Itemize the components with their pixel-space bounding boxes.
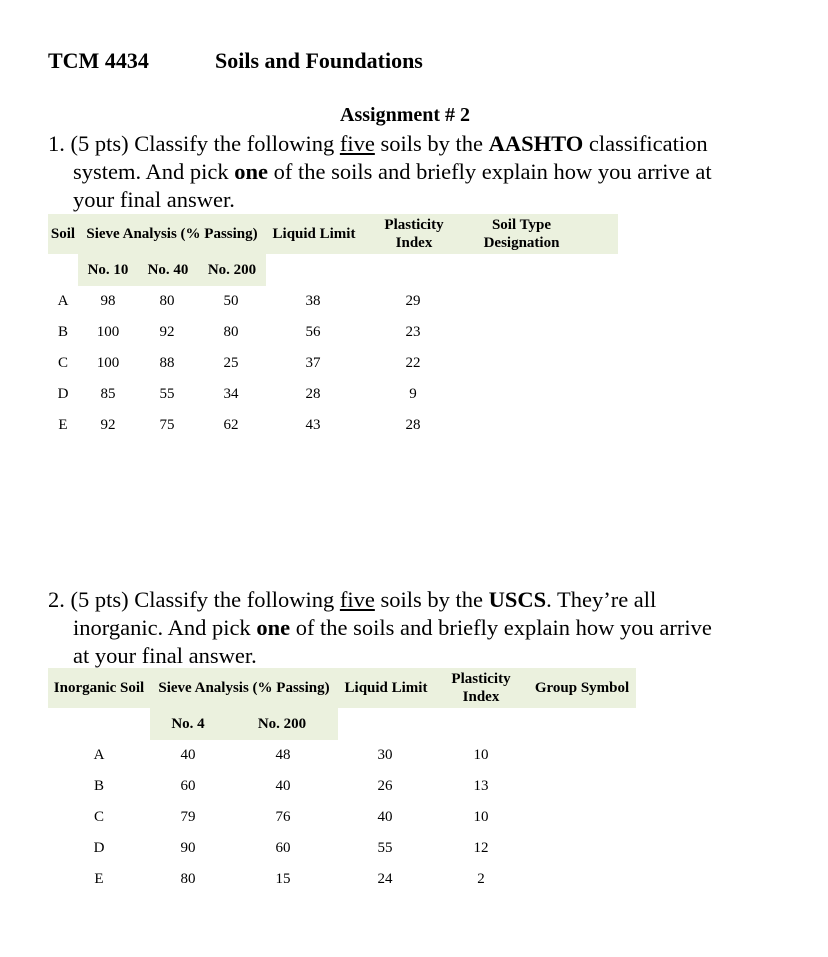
table1-header-sieve: Sieve Analysis (% Passing) bbox=[78, 214, 266, 254]
table1-header-pi-1: Plasticity bbox=[384, 217, 444, 233]
table2-cell-no200: 76 bbox=[275, 809, 291, 825]
table2-header-pi-2: Index bbox=[462, 689, 500, 705]
question-2 bbox=[48, 586, 778, 670]
table2-cell-soil: B bbox=[93, 778, 104, 794]
q2-bold-system: USCS bbox=[488, 587, 547, 612]
table1-cell-no40: 55 bbox=[159, 386, 175, 402]
q2-text-a: 2. (5 pts) Classify the following bbox=[48, 587, 340, 612]
q1-bold-one: one bbox=[234, 159, 268, 184]
table2-header-pi bbox=[434, 668, 528, 708]
table2-header-no4: No. 4 bbox=[150, 708, 226, 740]
q1-text-a: 1. (5 pts) Classify the following bbox=[48, 131, 340, 156]
table2-header-sieve: Sieve Analysis (% Passing) bbox=[150, 668, 338, 708]
table1-header-ll: Liquid Limit bbox=[266, 214, 362, 254]
table1-cell-ll: 37 bbox=[305, 355, 321, 371]
table1-header-no40: No. 40 bbox=[138, 254, 198, 286]
table1-cell-no10: 92 bbox=[100, 417, 116, 433]
table1-cell-pi: 9 bbox=[409, 386, 417, 402]
q1-line2-a: system. And pick bbox=[73, 159, 235, 184]
table1-cell-pi: 28 bbox=[405, 417, 421, 433]
table2-cell-no4: 60 bbox=[180, 778, 196, 794]
table2-cell-pi: 10 bbox=[473, 809, 489, 825]
course-code: TCM 4434 bbox=[48, 48, 149, 73]
table1-cell-soil: E bbox=[58, 417, 68, 433]
table2-header-soil: Inorganic Soil bbox=[48, 668, 150, 708]
table2-cell-no4: 40 bbox=[180, 747, 196, 763]
q1-text-c: classification bbox=[583, 131, 708, 156]
table2-header-ll: Liquid Limit bbox=[338, 668, 434, 708]
assignment-title: Assignment # 2 bbox=[340, 104, 471, 126]
table1-cell-no200: 34 bbox=[223, 386, 239, 402]
table1-cell-no10: 100 bbox=[96, 324, 120, 340]
table1-cell-no10: 100 bbox=[96, 355, 120, 371]
table2-cell-pi: 12 bbox=[473, 840, 489, 856]
table1-cell-ll: 38 bbox=[305, 293, 321, 309]
table2-cell-soil: A bbox=[93, 747, 105, 763]
table1-cell-pi: 22 bbox=[405, 355, 421, 371]
table1-cell-no40: 75 bbox=[159, 417, 175, 433]
q2-line2-b: of the soils and briefly explain how you arrive bbox=[290, 615, 712, 640]
table1-cell-pi: 29 bbox=[405, 293, 421, 309]
table1-header-no10: No. 10 bbox=[78, 254, 138, 286]
q1-line2 bbox=[48, 158, 778, 186]
q1-underline: five bbox=[339, 131, 375, 156]
table2-cell-no4: 79 bbox=[180, 809, 196, 825]
table1-header-no200: No. 200 bbox=[198, 254, 266, 286]
table2-cell-ll: 30 bbox=[377, 747, 393, 763]
table1-header-soil-type bbox=[466, 214, 577, 254]
table1-cell-soil: C bbox=[57, 355, 68, 371]
table1-cell-pi: 23 bbox=[405, 324, 421, 340]
table1-cell-no40: 92 bbox=[159, 324, 175, 340]
table1-header-pi bbox=[362, 214, 466, 254]
table1-cell-no40: 88 bbox=[159, 355, 175, 371]
table2-cell-ll: 26 bbox=[377, 778, 393, 794]
course-subject: Soils and Foundations bbox=[215, 48, 423, 73]
table1-cell-ll: 56 bbox=[305, 324, 321, 340]
table2-cell-pi: 2 bbox=[477, 871, 485, 887]
table2-cell-no200: 60 bbox=[275, 840, 291, 856]
table1-header-soil: Soil bbox=[48, 214, 78, 254]
table1-cell-soil: B bbox=[57, 324, 68, 340]
q1-bold-system: AASHTO bbox=[488, 131, 584, 156]
table1-cell-no40: 80 bbox=[159, 293, 175, 309]
q2-text-c: . They’re all bbox=[546, 587, 657, 612]
table2-cell-pi: 10 bbox=[473, 747, 489, 763]
table1-cell-soil: D bbox=[57, 386, 69, 402]
table1-cell-no200: 50 bbox=[223, 293, 239, 309]
table1-cell-no10: 98 bbox=[100, 293, 116, 309]
question-1 bbox=[48, 130, 778, 214]
q2-line2-a: inorganic. And pick bbox=[73, 615, 257, 640]
table1-cell-soil: A bbox=[57, 293, 69, 309]
table1-cell-ll: 28 bbox=[305, 386, 321, 402]
table2-header-group-symbol: Group Symbol bbox=[528, 668, 636, 708]
table2-cell-soil: C bbox=[93, 809, 104, 825]
q2-underline: five bbox=[339, 587, 375, 612]
table2-cell-pi: 13 bbox=[473, 778, 489, 794]
q2-line3: at your final answer. bbox=[73, 643, 257, 668]
q2-line2 bbox=[48, 614, 778, 642]
table2-cell-no4: 80 bbox=[180, 871, 196, 887]
table2-cell-ll: 55 bbox=[377, 840, 393, 856]
table1-cell-no10: 85 bbox=[100, 386, 116, 402]
q1-line2-b: of the soils and briefly explain how you arrive at bbox=[268, 159, 712, 184]
table2-header-pi-1: Plasticity bbox=[451, 671, 511, 687]
table2-header-no200: No. 200 bbox=[226, 708, 338, 740]
table2-cell-no4: 90 bbox=[180, 840, 196, 856]
q1-line3: your final answer. bbox=[73, 187, 235, 212]
table1-header-st-2: Designation bbox=[483, 235, 560, 251]
table2-cell-ll: 24 bbox=[377, 871, 393, 887]
table1-cell-ll: 43 bbox=[305, 417, 321, 433]
table2-cell-soil: D bbox=[93, 840, 105, 856]
table2-cell-soil: E bbox=[94, 871, 104, 887]
q1-text-b: soils by the bbox=[374, 131, 489, 156]
table2-cell-no200: 15 bbox=[275, 871, 291, 887]
table1-cell-no200: 80 bbox=[223, 324, 239, 340]
table2-cell-no200: 48 bbox=[275, 747, 291, 763]
table1-cell-no200: 25 bbox=[223, 355, 239, 371]
q2-bold-one: one bbox=[256, 615, 291, 640]
table1-header-st-1: Soil Type bbox=[491, 217, 552, 233]
table1-cell-no200: 62 bbox=[223, 417, 239, 433]
table2-cell-ll: 40 bbox=[377, 809, 393, 825]
q2-text-b: soils by the bbox=[374, 587, 489, 612]
table1-header-pi-2: Index bbox=[395, 235, 433, 251]
table2-cell-no200: 40 bbox=[275, 778, 291, 794]
